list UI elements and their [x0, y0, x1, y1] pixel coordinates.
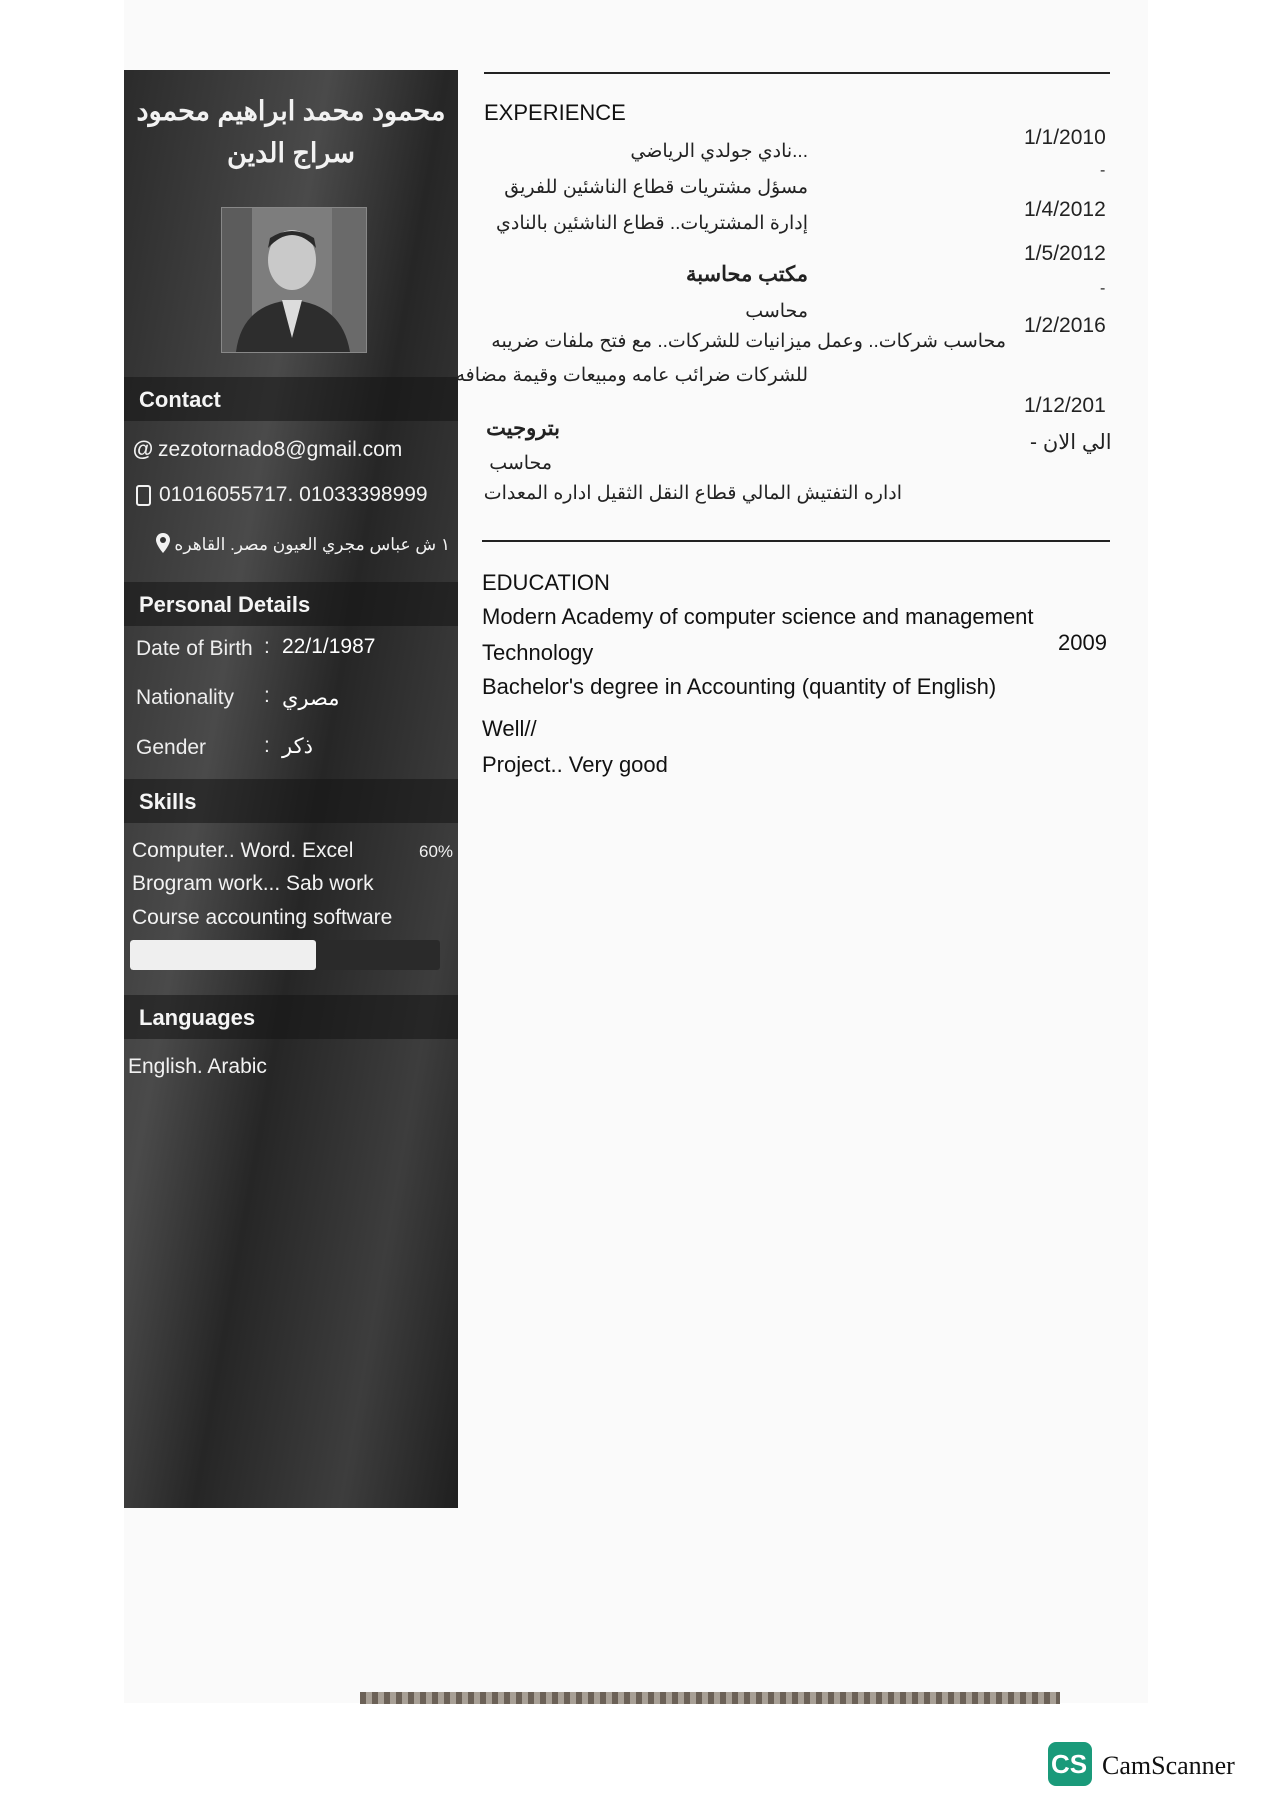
languages-section-header [124, 995, 458, 1039]
email-text[interactable]: zezotornado8@gmail.com [158, 438, 403, 461]
personal-heading: Personal Details [139, 592, 311, 617]
exp-office-role: محاسب [745, 301, 808, 322]
camscanner-brand: CamScanner [1102, 1751, 1235, 1780]
gender-colon: : [264, 734, 270, 757]
skill-line-2: Brogram work... Sab work [132, 872, 374, 895]
exp-date-2-dash: - [1100, 280, 1106, 297]
gender-label: Gender [136, 736, 207, 759]
cv-sidebar [124, 70, 458, 1508]
camscanner-logo [1048, 1742, 1092, 1786]
exp-date-3-end: الي الان - [1030, 431, 1112, 454]
dob-colon: : [264, 635, 270, 658]
exp-date-2-end: 1/2/2016 [1024, 314, 1106, 337]
edu-school-line-2: Technology [482, 640, 594, 665]
email-row [132, 438, 402, 462]
gender-value: ذكر [282, 735, 313, 758]
address-text: ١ ش عباس مجري العيون مصر. القاهره [174, 534, 450, 554]
nationality-value: مصري [282, 687, 340, 710]
address-row [134, 533, 450, 558]
skill-level-bar [130, 940, 440, 970]
contact-section-header [124, 377, 458, 421]
skill-percent: 60% [419, 842, 454, 861]
exp-club-role: مسؤل مشتريات قطاع الناشئين للفريق [504, 177, 808, 198]
skill-level-fill [130, 940, 316, 970]
exp-date-1-end: 1/4/2012 [1024, 198, 1106, 221]
name-line-1: محمود محمد ابراهيم محمود [136, 96, 446, 126]
exp-club-desc: إدارة المشتريات.. قطاع الناشئين بالنادي [496, 213, 808, 234]
languages-value: English. Arabic [128, 1055, 267, 1078]
languages-heading: Languages [139, 1005, 256, 1030]
at-sign-icon: @ [132, 438, 154, 461]
location-pin-icon [156, 533, 170, 558]
exp-club-name: ...نادي جولدي الرياضي [630, 141, 808, 162]
phone-text: 01016055717. 01033398999 [159, 483, 428, 506]
exp-petrojet-desc: اداره التفتيش المالي قطاع النقل الثقيل اداره المعدات [483, 483, 902, 504]
nationality-label: Nationality [136, 686, 235, 709]
skills-section-header [124, 779, 458, 823]
personal-section-header [124, 582, 458, 626]
phone-icon [136, 485, 151, 506]
dob-label: Date of Birth [136, 637, 253, 660]
nationality-colon: : [264, 684, 270, 707]
exp-office-desc-2: للشركات ضرائب عامه ومبيعات وقيمة مضافه [455, 365, 808, 386]
exp-office-name: مكتب محاسبة [685, 263, 808, 286]
exp-date-2-start: 1/5/2012 [1024, 242, 1106, 265]
skill-line-3: Course accounting software [132, 906, 393, 929]
edu-project: Project.. Very good [482, 752, 668, 777]
edu-school-line-1: Modern Academy of computer science and management [482, 604, 1034, 629]
dob-value: 22/1/1987 [282, 635, 376, 658]
exp-date-3-start: 1/12/201 [1024, 394, 1106, 417]
contact-heading: Contact [139, 387, 221, 412]
skills-heading: Skills [139, 789, 197, 814]
experience-top-rule [484, 72, 1110, 74]
education-top-rule [482, 540, 1110, 542]
exp-date-1-dash: - [1100, 162, 1106, 179]
experience-heading: EXPERIENCE [484, 100, 626, 125]
exp-office-desc-1: محاسب شركات.. وعمل ميزانيات للشركات.. مع فتح ملفات ضريبه [491, 331, 1006, 352]
exp-petrojet-name: بتروجيت [486, 417, 560, 440]
edu-grade: Well// [482, 716, 537, 741]
phone-row [132, 483, 428, 507]
exp-date-1-start: 1/1/2010 [1024, 126, 1106, 149]
edu-year: 2009 [1058, 630, 1107, 655]
exp-petrojet-role: محاسب [489, 453, 552, 474]
name-line-2: سراج الدين [227, 138, 355, 168]
scan-bottom-edge [360, 1692, 1060, 1704]
profile-photo [221, 207, 367, 353]
education-heading: EDUCATION [482, 570, 610, 595]
camscanner-logo-text: CS [1051, 1749, 1088, 1779]
edu-degree: Bachelor's degree in Accounting (quantity of English) [482, 674, 997, 699]
skill-line-1: Computer.. Word. Excel [132, 839, 354, 862]
